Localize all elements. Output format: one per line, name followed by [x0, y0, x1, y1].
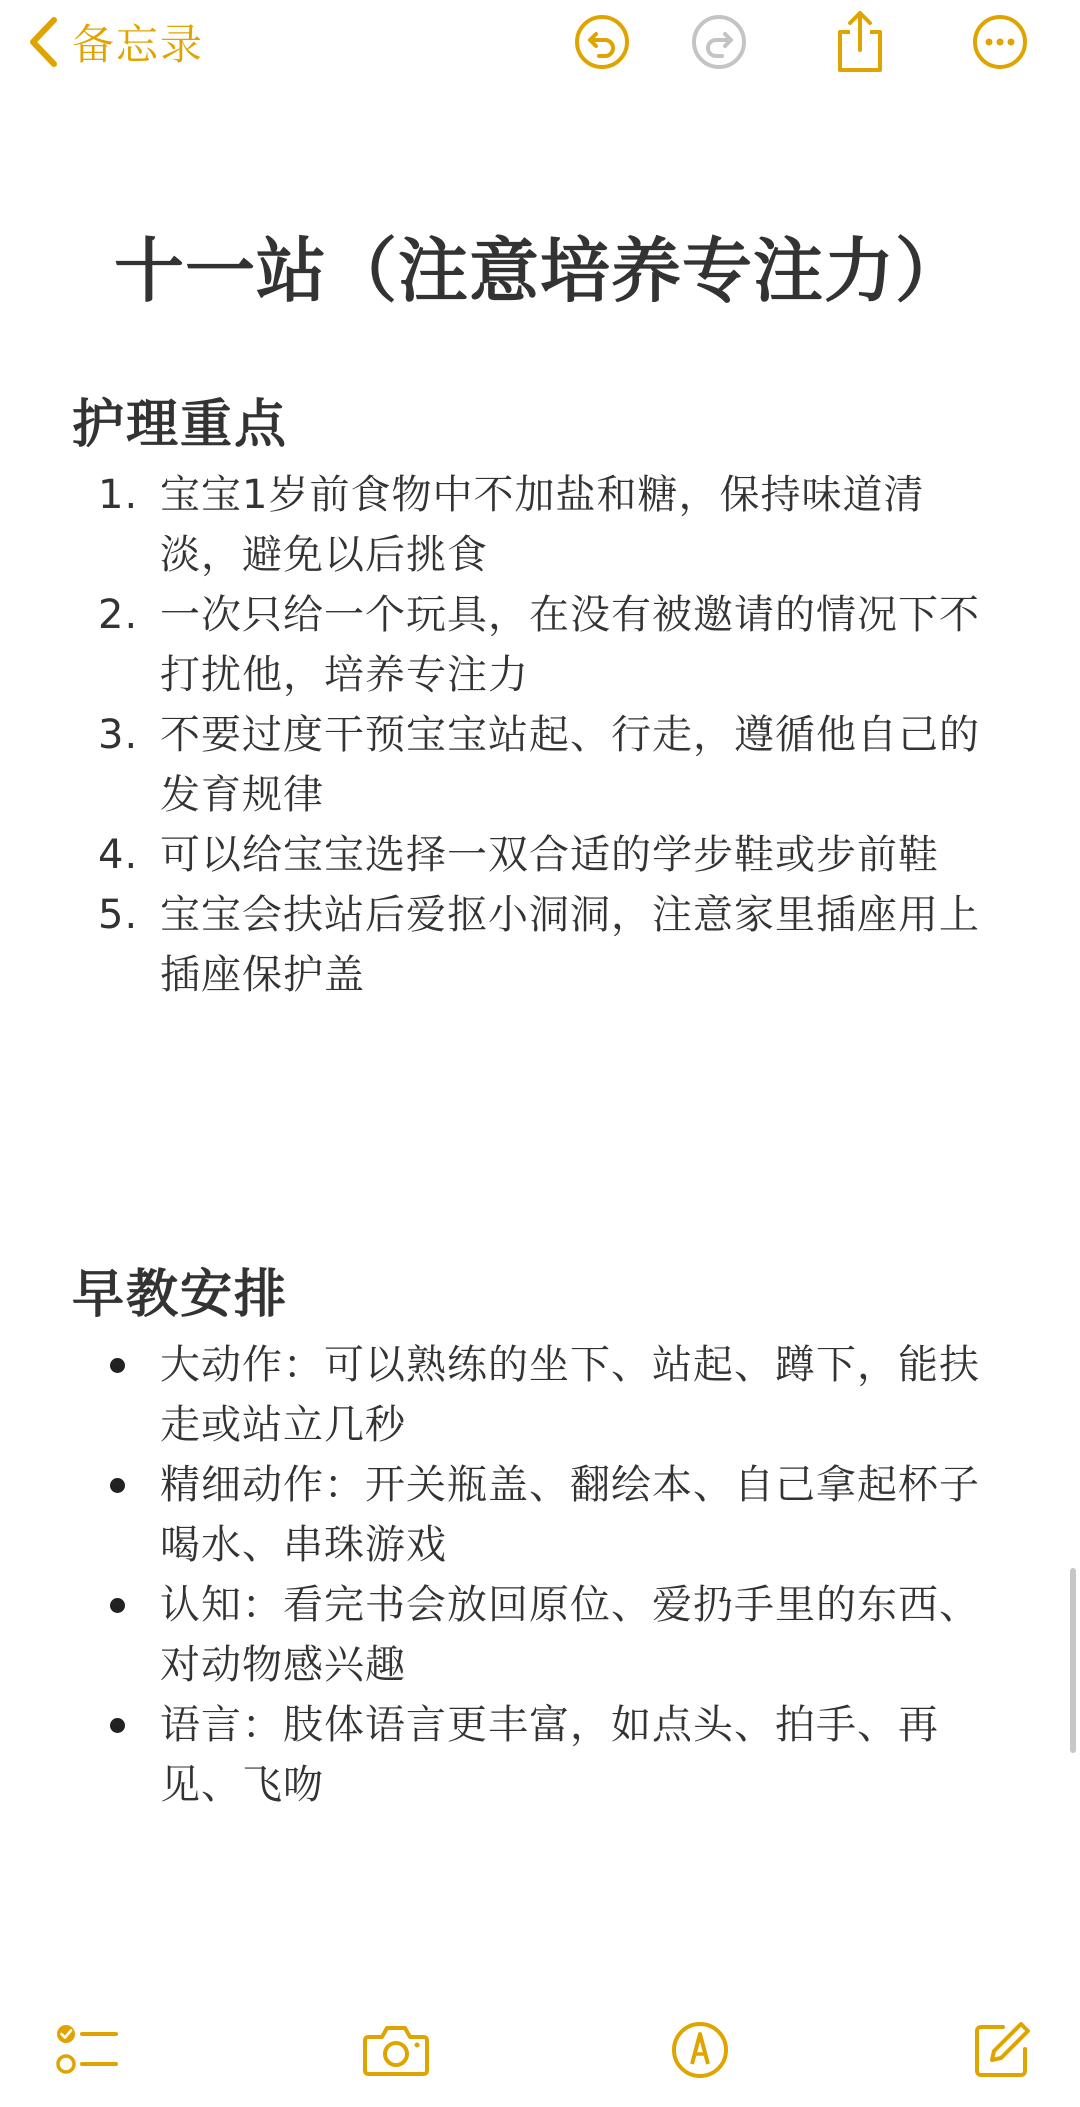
markup-pen-icon	[670, 2020, 730, 2080]
list-item-text: 不要过度干预宝宝站起、行走，遵循他自己的发育规律	[160, 712, 980, 818]
list-item	[0, 825, 995, 885]
list-item	[0, 1335, 995, 1455]
list-number: 4.	[98, 832, 139, 878]
list-item	[0, 885, 995, 1005]
list-item	[0, 1695, 995, 1815]
camera-button[interactable]	[356, 2010, 436, 2090]
share-button[interactable]	[830, 12, 890, 72]
list-number: 5.	[98, 892, 139, 938]
list-item	[0, 1575, 995, 1695]
more-icon	[972, 14, 1028, 70]
compose-button[interactable]	[962, 2010, 1042, 2090]
list-item	[0, 705, 995, 825]
list-item	[0, 585, 995, 705]
list-item	[0, 1455, 995, 1575]
redo-icon	[691, 14, 747, 70]
undo-button[interactable]	[572, 12, 632, 72]
list-item-text: 大动作：可以熟练的坐下、站起、蹲下，能扶走或站立几秒	[160, 1342, 980, 1448]
checklist-icon	[56, 2020, 120, 2080]
list-number: 2.	[98, 592, 139, 638]
share-icon	[834, 10, 886, 74]
section-heading-care: 护理重点	[72, 395, 289, 455]
list-item-text: 语言：肢体语言更丰富，如点头、拍手、再见、飞吻	[160, 1702, 939, 1808]
more-button[interactable]	[970, 12, 1030, 72]
bottom-toolbar	[0, 2010, 1080, 2107]
list-item-text: 一次只给一个玩具，在没有被邀请的情况下不打扰他，培养专注力	[160, 592, 980, 698]
back-button[interactable]	[28, 12, 204, 72]
list-number: 3.	[98, 712, 139, 758]
top-toolbar	[0, 0, 1080, 90]
bullet-icon	[110, 1478, 125, 1493]
list-item-text: 可以给宝宝选择一双合适的学步鞋或步前鞋	[160, 832, 939, 878]
bullet-icon	[110, 1598, 125, 1613]
redo-button[interactable]	[689, 12, 749, 72]
back-label: 备忘录	[72, 20, 205, 69]
list-number: 1.	[98, 472, 139, 518]
bullet-icon	[110, 1718, 125, 1733]
list-item-text: 宝宝1岁前食物中不加盐和糖，保持味道清淡，避免以后挑食	[160, 472, 925, 578]
list-item-text: 认知：看完书会放回原位、爱扔手里的东西、对动物感兴趣	[160, 1582, 980, 1688]
markup-button[interactable]	[660, 2010, 740, 2090]
section-heading-early-education: 早教安排	[72, 1265, 289, 1325]
note-title: 十一站（注意培养专注力）	[114, 230, 966, 312]
chevron-left-icon	[28, 16, 58, 68]
checklist-button[interactable]	[48, 2010, 128, 2090]
compose-icon	[971, 2019, 1033, 2081]
list-item-text: 精细动作：开关瓶盖、翻绘本、自己拿起杯子喝水、串珠游戏	[160, 1462, 980, 1568]
early-education-list	[0, 1335, 1080, 1815]
list-item	[0, 465, 995, 585]
scrollbar[interactable]	[1070, 1568, 1076, 1753]
undo-icon	[574, 14, 630, 70]
list-item-text: 宝宝会扶站后爱抠小洞洞，注意家里插座用上插座保护盖	[160, 892, 980, 998]
care-points-list	[0, 465, 1080, 1005]
bullet-icon	[110, 1358, 125, 1373]
camera-icon	[362, 2023, 430, 2077]
